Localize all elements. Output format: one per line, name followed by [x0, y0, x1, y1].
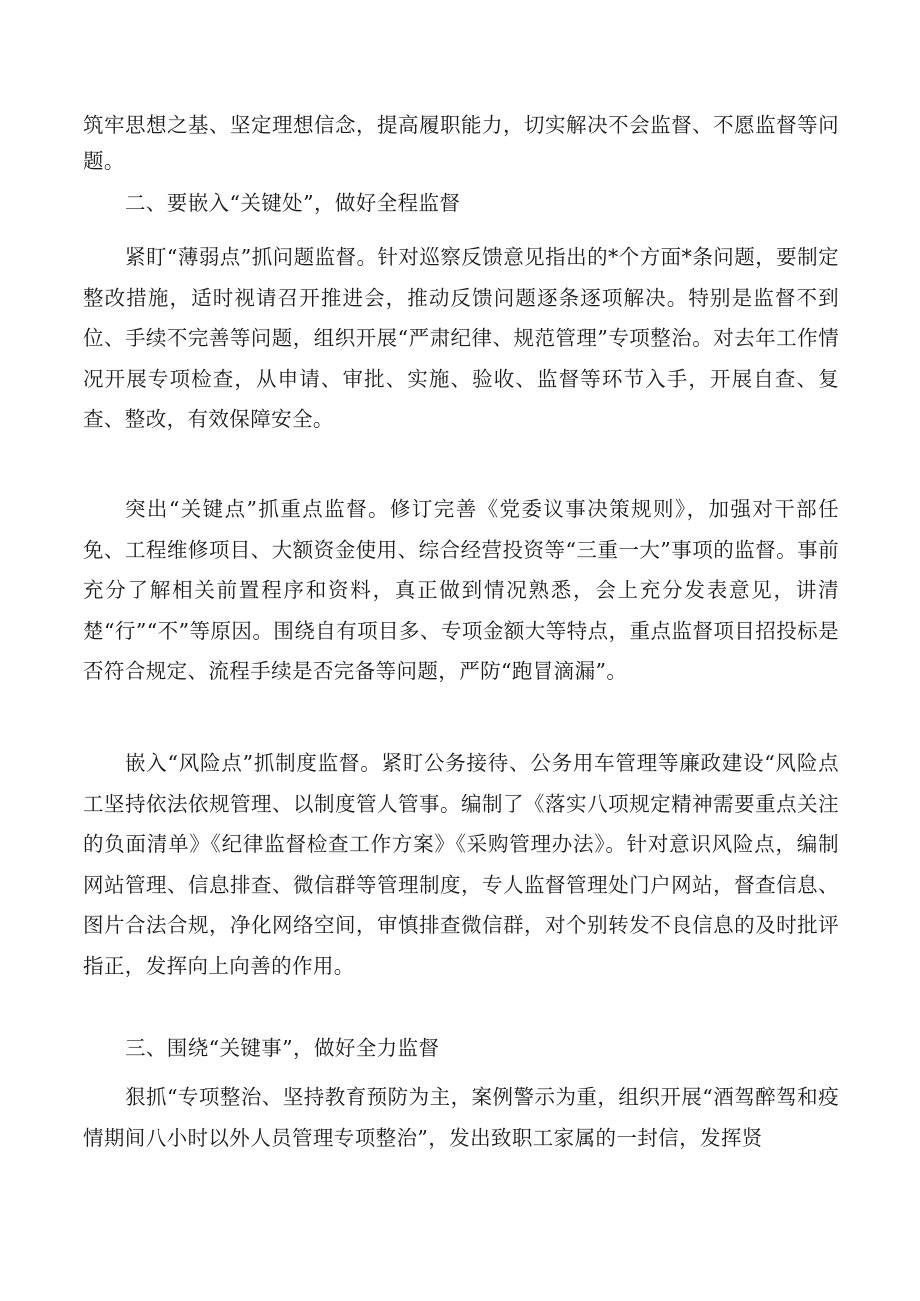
paragraph-key-points: 突出“关键点”抓重点监督。修订完善《党委议事决策规则》，加强对干部任免、工程维修项目、大额资金使用、综合经营投资等“三重一大”事项的监督。事前充分了解相关前置程序和资料，真正做到情况熟悉，会上充分发表意见，讲清楚“行”“不”等原因。围绕自有项目多、专项金额大等特点，重点监督项目招投标是否符合规定、流程手续是否完备等问题，严防“跑冒滴漏”。	[83, 497, 839, 683]
paragraph-weak-points: 紧盯“薄弱点”抓问题监督。针对巡察反馈意见指出的*个方面*条问题，要制定整改措施，适时视请召开推进会，推动反馈问题逐条逐项解决。特别是监督不到位、手续不完善等问题，组织开展“严肃纪律、规范管理”专项整治。对去年工作情况开展专项检查，从申请、审批、实施、验收、监督等环节入手，开展自查、复查、整改，有效保障安全。	[83, 245, 839, 431]
paragraph-risk-points: 嵌入“风险点”抓制度监督。紧盯公务接待、公务用车管理等廉政建设“风险点工坚持依法依规管理、以制度管人管事。编制了《落实八项规定精神需要重点关注的负面清单》《纪律监督检查工作方案》《采购管理办法》。针对意识风险点，编制网站管理、信息排查、微信群等管理制度，专人监督管理处门户网站，督查信息、图片合法合规，净化网络空间，审慎排查微信群，对个别转发不良信息的及时批评指正，发挥向上向善的作用。	[83, 751, 839, 978]
paragraph-intro: 筑牢思想之基、坚定理想信念，提高履职能力，切实解决不会监督、不愿监督等问题。	[83, 113, 839, 173]
section-heading-three: 三、围绕“关键事”，做好全力监督	[125, 1036, 440, 1060]
paragraph-special-rectification: 狠抓“专项整治、坚持教育预防为主，案例警示为重，组织开展“酒驾醉驾和疫情期间八小时以外人员管理专项整治”，发出致职工家属的一封信，发挥贤	[83, 1085, 839, 1150]
section-heading-two: 二、要嵌入“关键处”，做好全程监督	[125, 191, 461, 215]
